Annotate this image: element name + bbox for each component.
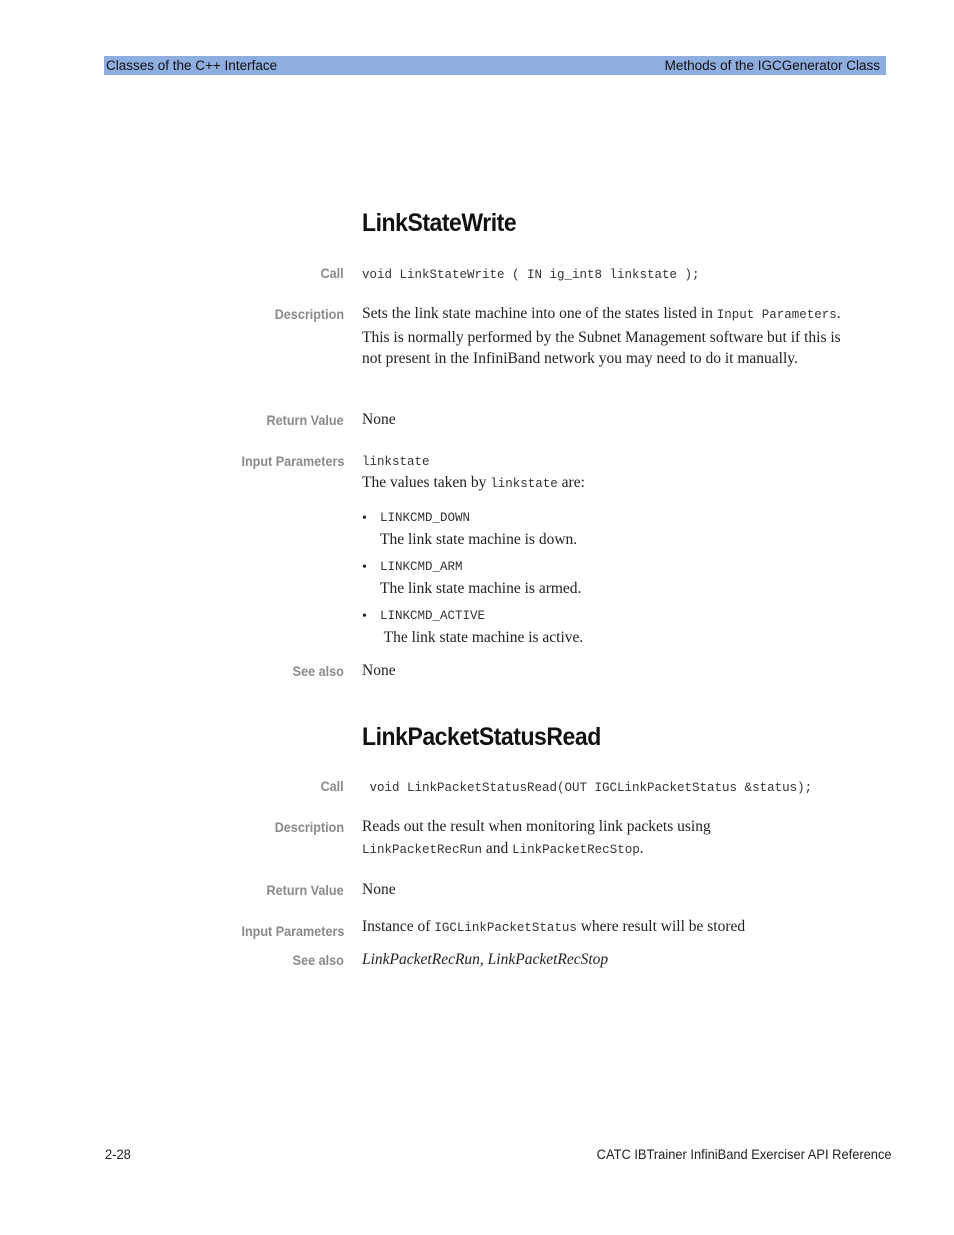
- list-item: • LINKCMD_ARM The link state machine is armed.: [362, 557, 581, 599]
- list-item: • LINKCMD_DOWN The link state machine is down.: [362, 508, 577, 550]
- page-number: 2-28: [105, 1146, 131, 1162]
- see-also-link-linkpacketrecrun[interactable]: LinkPacketRecRun: [362, 951, 480, 968]
- call-signature: void LinkPacketStatusRead(OUT IGCLinkPacketStatus &status);: [362, 781, 813, 795]
- bullet-icon: •: [362, 560, 367, 575]
- see-also: None: [362, 662, 396, 679]
- description-text: Sets the link state machine into one of the states listed in Input Parameters. This is normally performed by the Subnet Management software but if this is not present in the InfiniBand network you may need to do it manually.: [362, 305, 841, 367]
- input-parameters-label: Input Parameters: [241, 453, 344, 469]
- return-value: None: [362, 881, 396, 898]
- section-title-linkstatewrite: LinkStateWrite: [362, 209, 517, 237]
- book-title: CATC IBTrainer InfiniBand Exerciser API Reference: [597, 1146, 892, 1162]
- see-also: LinkPacketRecRun, LinkPacketRecStop: [362, 951, 609, 968]
- header-section: Methods of the IGCGenerator Class: [664, 58, 880, 73]
- return-value-label: Return Value: [266, 882, 344, 898]
- return-value: None: [362, 411, 396, 428]
- section-title-linkpacketstatusread: LinkPacketStatusRead: [362, 723, 601, 751]
- list-item: • LINKCMD_ACTIVE The link state machine is active.: [362, 606, 583, 648]
- input-parameters-label: Input Parameters: [241, 923, 344, 939]
- running-header: [104, 56, 886, 75]
- input-parameters-text: Instance of IGCLinkPacketStatus where result will be stored: [362, 918, 746, 935]
- call-label: Call: [320, 778, 344, 794]
- header-chapter: Classes of the C++ Interface: [106, 58, 278, 73]
- see-also-link-linkpacketrecstop[interactable]: LinkPacketRecStop: [487, 951, 609, 968]
- values-intro: The values taken by linkstate are:: [362, 474, 585, 491]
- return-value-label: Return Value: [266, 412, 344, 428]
- see-also-label: See also: [292, 663, 344, 679]
- see-also-label: See also: [292, 952, 344, 968]
- call-label: Call: [320, 265, 344, 281]
- description-label: Description: [274, 819, 344, 835]
- bullet-icon: •: [362, 511, 367, 526]
- bullet-icon: •: [362, 609, 367, 624]
- param-name: linkstate: [362, 455, 430, 469]
- description-label: Description: [274, 306, 344, 322]
- call-signature: void LinkStateWrite ( IN ig_int8 linkstate );: [362, 268, 700, 282]
- description-text: Reads out the result when monitoring link packets using LinkPacketRecRun and LinkPacketRecStop.: [362, 818, 711, 857]
